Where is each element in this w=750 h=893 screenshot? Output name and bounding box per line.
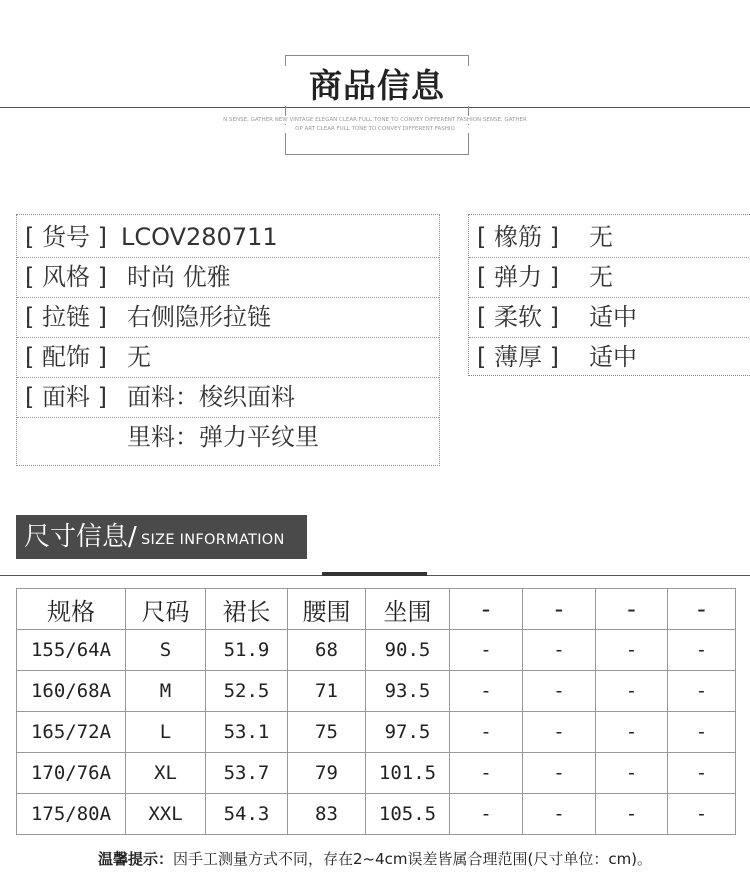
table-cell: -	[668, 712, 736, 753]
spec-value: 右侧隐形拉链	[127, 303, 271, 331]
spec-row	[17, 337, 439, 378]
table-cell: -	[450, 794, 523, 835]
table-cell: -	[450, 753, 523, 794]
spec-label: [ 拉链 ]	[25, 303, 107, 331]
table-cell: 93.5	[366, 671, 450, 712]
table-cell: L	[126, 712, 206, 753]
table-cell: 53.1	[206, 712, 288, 753]
spec-label: [ 面料 ]	[25, 383, 107, 411]
table-cell: 160/68A	[17, 671, 126, 712]
spec-value: 面料：梭织面料	[127, 383, 295, 411]
spec-table-right	[468, 214, 750, 376]
table-cell: -	[450, 630, 523, 671]
spec-value: 适中	[589, 343, 637, 371]
table-cell: 54.3	[206, 794, 288, 835]
table-header-cell: -	[450, 589, 523, 630]
spec-row	[17, 257, 439, 298]
table-cell: -	[523, 671, 596, 712]
table-row	[17, 630, 736, 671]
spec-value: 无	[127, 343, 151, 371]
table-cell: 170/76A	[17, 753, 126, 794]
table-cell: -	[523, 753, 596, 794]
table-header-cell: -	[668, 589, 736, 630]
table-cell: 75	[288, 712, 366, 753]
header-subtitle-line2: OP ART CLEAR FULL TONE TO CONVEY DIFFERENT FASHIO	[205, 125, 545, 133]
table-cell: M	[126, 671, 206, 712]
table-header-cell: 腰围	[288, 589, 366, 630]
measurement-note	[0, 848, 750, 869]
spec-row	[17, 417, 439, 457]
table-cell: -	[523, 630, 596, 671]
spec-value: LCOV280711	[121, 223, 278, 251]
note-text: 因手工测量方式不同，存在2~4cm误差皆属合理范围(尺寸单位：cm)。	[172, 850, 653, 868]
table-cell: -	[596, 753, 668, 794]
table-cell: -	[668, 630, 736, 671]
table-header-cell: 坐围	[366, 589, 450, 630]
table-cell: 71	[288, 671, 366, 712]
spec-value: 无	[589, 223, 613, 251]
table-cell: 90.5	[366, 630, 450, 671]
table-cell: XL	[126, 753, 206, 794]
spec-row	[469, 257, 750, 298]
table-header-cell: -	[523, 589, 596, 630]
spec-label: [ 货号 ]	[25, 223, 107, 251]
note-heading: 温馨提示：	[97, 850, 173, 868]
spec-table-left	[16, 214, 440, 466]
table-header-cell: 规格	[17, 589, 126, 630]
table-cell: 53.7	[206, 753, 288, 794]
section-divider-accent	[322, 572, 427, 576]
table-cell: 155/64A	[17, 630, 126, 671]
header-subtitle-line1: N SENSE, GATHER NEW VINTAGE ELEGAN CLEAR FULL TONE TO CONVEY DIFFERENT FASHION SENSE, GATHER	[205, 116, 545, 124]
spec-row	[17, 377, 439, 418]
table-header-cell: 尺码	[126, 589, 206, 630]
table-row	[17, 671, 736, 712]
spec-label: [ 配饰 ]	[25, 343, 107, 371]
table-cell: 97.5	[366, 712, 450, 753]
table-cell: -	[596, 794, 668, 835]
table-header-cell: -	[596, 589, 668, 630]
spec-label: [ 弹力 ]	[477, 263, 559, 291]
size-table	[16, 588, 736, 835]
spec-label: [ 风格 ]	[25, 263, 107, 291]
size-info-subtitle: SIZE INFORMATION	[141, 532, 285, 548]
table-cell: 51.9	[206, 630, 288, 671]
table-cell: -	[523, 712, 596, 753]
spec-value: 里料：弹力平纹里	[127, 423, 319, 451]
spec-row	[469, 217, 750, 258]
table-cell: -	[596, 630, 668, 671]
table-cell: -	[668, 794, 736, 835]
table-cell: 165/72A	[17, 712, 126, 753]
table-cell: 83	[288, 794, 366, 835]
table-cell: 52.5	[206, 671, 288, 712]
table-header-row	[17, 589, 736, 630]
spec-label: [ 柔软 ]	[477, 303, 559, 331]
spec-row	[469, 297, 750, 338]
table-row	[17, 753, 736, 794]
table-row	[17, 794, 736, 835]
table-cell: -	[668, 671, 736, 712]
size-info-title: 尺寸信息/	[24, 522, 137, 552]
spec-value: 时尚 优雅	[127, 263, 231, 291]
table-cell: -	[596, 712, 668, 753]
table-cell: -	[596, 671, 668, 712]
spec-row	[17, 297, 439, 338]
spec-row	[469, 337, 750, 375]
table-cell: 101.5	[366, 753, 450, 794]
spec-label: [ 薄厚 ]	[477, 343, 559, 371]
spec-label: [ 橡筋 ]	[477, 223, 559, 251]
table-cell: S	[126, 630, 206, 671]
table-cell: 79	[288, 753, 366, 794]
table-cell: 68	[288, 630, 366, 671]
table-cell: -	[523, 794, 596, 835]
table-cell: -	[668, 753, 736, 794]
table-row	[17, 712, 736, 753]
size-info-banner	[16, 515, 307, 559]
spec-value: 无	[589, 263, 613, 291]
spec-value: 适中	[589, 303, 637, 331]
table-cell: 175/80A	[17, 794, 126, 835]
table-cell: XXL	[126, 794, 206, 835]
table-cell: -	[450, 671, 523, 712]
table-cell: 105.5	[366, 794, 450, 835]
page-title: 商品信息	[285, 66, 469, 106]
table-header-cell: 裙长	[206, 589, 288, 630]
spec-row	[17, 217, 439, 258]
table-cell: -	[450, 712, 523, 753]
